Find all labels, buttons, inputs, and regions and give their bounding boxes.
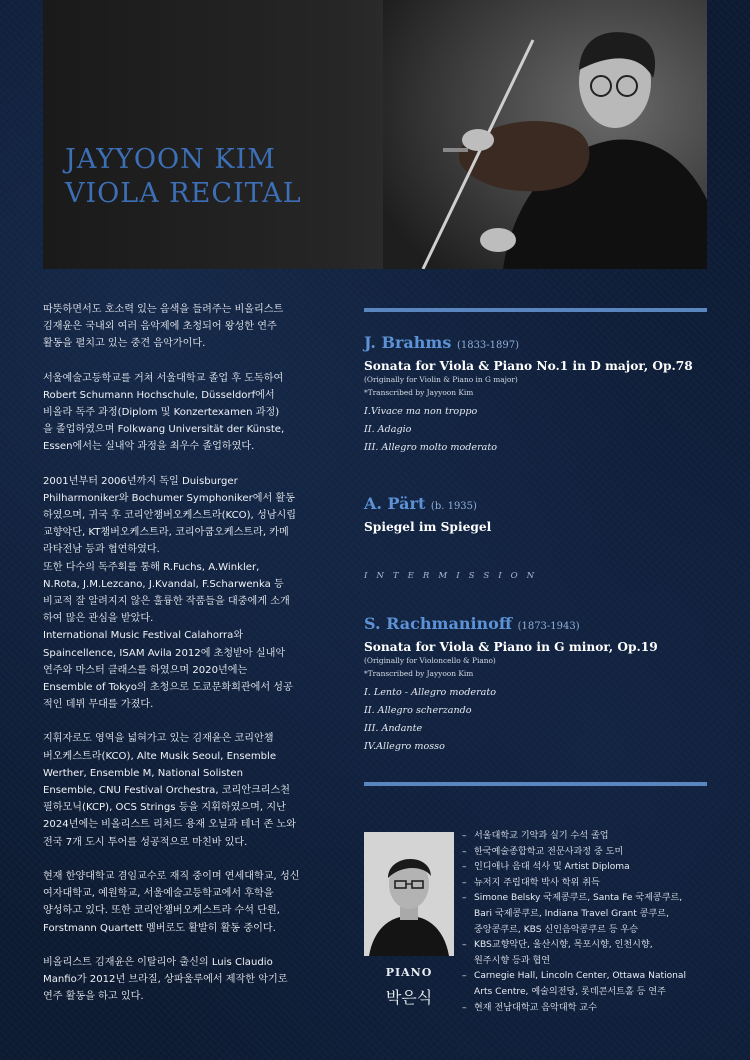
- list-item: – KBS교향악단, 울산시향, 목포시향, 인천시향, 원주시향 등과 협연: [462, 938, 712, 969]
- divider-top: [364, 308, 707, 312]
- title-line-2: VIOLA RECITAL: [65, 178, 302, 209]
- list-item: – Simone Belsky 국제콩쿠르, Santa Fe 국제콩쿠르, Bari 국제콩쿠르, Indiana Travel Grant 콩쿠르, 중앙콩쿠르, KBS 신인음악콩쿠르 등 우승: [462, 891, 712, 938]
- program-part: [364, 494, 709, 534]
- movement: II. Allegro scherzando: [364, 705, 472, 716]
- recital-title: [65, 143, 302, 211]
- pianist-role: PIANO: [385, 966, 433, 979]
- intermission-label: INTERMISSION: [364, 571, 544, 581]
- list-item: – 한국예술종합학교 전문사과정 중 도미: [462, 845, 712, 861]
- pianist-credentials: [462, 829, 712, 1016]
- title-line-1: JAYYOON KIM: [65, 144, 276, 175]
- composer-name: S. Rachmaninoff (1873-1943): [364, 614, 580, 633]
- hero-banner: [43, 0, 707, 269]
- list-item: – 인디애나 음대 석사 및 Artist Diploma: [462, 860, 712, 876]
- divider-bottom: [364, 782, 707, 786]
- composer-name: A. Pärt (b. 1935): [364, 494, 477, 513]
- transcription-note: *Transcribed by Jayyoon Kim: [364, 669, 474, 678]
- transcription-note: *Transcribed by Jayyoon Kim: [364, 388, 474, 397]
- pianist-photo: [364, 832, 454, 956]
- bio-paragraph: 2001년부터 2006년까지 독일 Duisburger Philharmoniker와 Bochumer Symphoniker에서 활동 하였으며, 귀국 후 코리안챔버오케스트라(KCO), 성남시립 교향악단, KT챔버오케스트라, 코리아쿱오케스트라, 카메 라타전남 등과 협연하였다. 또한 다수의 독주회를 통해 R.Fuchs, A.Winkler, N.Rota, J.M.Lezcano, J.Kvandal, F.Scharwenka 등 비교적 잘 알려지지 않은 훌륭한 작품들을 대중에게 소개 하여 많은 관심을 받았다. International Music Festival Calahorra와 Spaincellence, ISAM Avila 2012에 초청받아 실내악 연주와 마스터 클래스를 하였으며 2020년에는 Ensemble of Tokyo의 초청으로 도쿄문화회관에서 성공 적인 데뷔 무대를 가졌다.: [43, 475, 296, 711]
- bio-paragraph: 서울예술고등학교를 거쳐 서울대학교 졸업 후 도독하여 Robert Schumann Hochschule, Düsseldorf에서 비올라 독주 과정(Diplom 및 Konzertexamen 과정) 을 졸업하였으며 Folkwang Universität der Künste, Essen에서는 실내악 과정을 최우수 졸업하였다.: [43, 372, 285, 453]
- work-title: Sonata for Viola & Piano in G minor, Op.19: [364, 640, 658, 654]
- work-title: Sonata for Viola & Piano No.1 in D major, Op.78: [364, 359, 693, 373]
- work-note: (Originally for Violin & Piano in G major): [364, 375, 518, 384]
- biography: [43, 301, 319, 1022]
- composer-name: J. Brahms (1833-1897): [364, 333, 520, 352]
- movement: I. Lento - Allegro moderato: [364, 687, 497, 698]
- work-title: Spiegel im Spiegel: [364, 520, 492, 534]
- composer-years: (1833-1897): [456, 340, 520, 351]
- movement: III. Andante: [364, 723, 423, 734]
- list-item: – 서울대학교 기악과 실기 수석 졸업: [462, 829, 712, 845]
- movement: III. Allegro molto moderato: [364, 442, 498, 453]
- violist-photo: [383, 0, 707, 269]
- bio-paragraph: 비올리스트 김재윤은 이탈리아 출신의 Luis Claudio Manfio가 2012년 브라질, 상파울루에서 제작한 악기로 연주 활동을 하고 있다.: [43, 956, 288, 1003]
- movement: II. Adagio: [364, 424, 412, 435]
- movement: IV.Allegro mosso: [364, 741, 445, 752]
- program-brahms: [364, 333, 709, 457]
- list-item: – Carnegie Hall, Lincoln Center, Ottawa National Arts Centre, 예술의전당, 롯데콘서트홀 등 연주: [462, 969, 712, 1000]
- list-item: – 현재 전남대학교 음악대학 교수: [462, 1001, 712, 1017]
- work-note: (Originally for Violoncello & Piano): [364, 656, 496, 665]
- movement: I.Vivace ma non troppo: [364, 406, 478, 417]
- bio-paragraph: 현재 한양대학교 겸임교수로 재직 중이며 연세대학교, 성신 여자대학교, 예원학교, 서울예술고등학교에서 후학을 양성하고 있다. 또한 코리안챔버오케스트라 수석 단원, Forstmann Quartett 멤버로도 활발히 활동 중이다.: [43, 870, 300, 934]
- bio-paragraph: 따뜻하면서도 호소력 있는 음색을 들려주는 비올리스트 김재윤은 국내외 여러 음악제에 초청되어 왕성한 연주 활동을 펼치고 있는 중견 음악가이다.: [43, 304, 284, 350]
- pianist-name: 박은식: [385, 988, 433, 1007]
- list-item: – 뉴저지 주립대학 박사 학위 취득: [462, 876, 712, 892]
- bio-paragraph: 지휘자로도 영역을 넓혀가고 있는 김재윤은 코리안챔 버오케스트라(KCO), Alte Musik Seoul, Ensemble Werther, Ensemble M, National Solisten Ensemble, CNU Festival Orchestra, 코리안크리스천 필하모닉(KCP), OCS Strings 등을 지휘하였으며, 지난 2024년에는 비올리스트 리처드 용재 오닐과 테너 존 노와 전국 7개 도시 투어를 성공적으로 마친바 있다.: [43, 733, 296, 848]
- composer-years: (b. 1935): [430, 501, 477, 512]
- composer-years: (1873-1943): [517, 621, 580, 632]
- program-rachmaninoff: [364, 614, 709, 756]
